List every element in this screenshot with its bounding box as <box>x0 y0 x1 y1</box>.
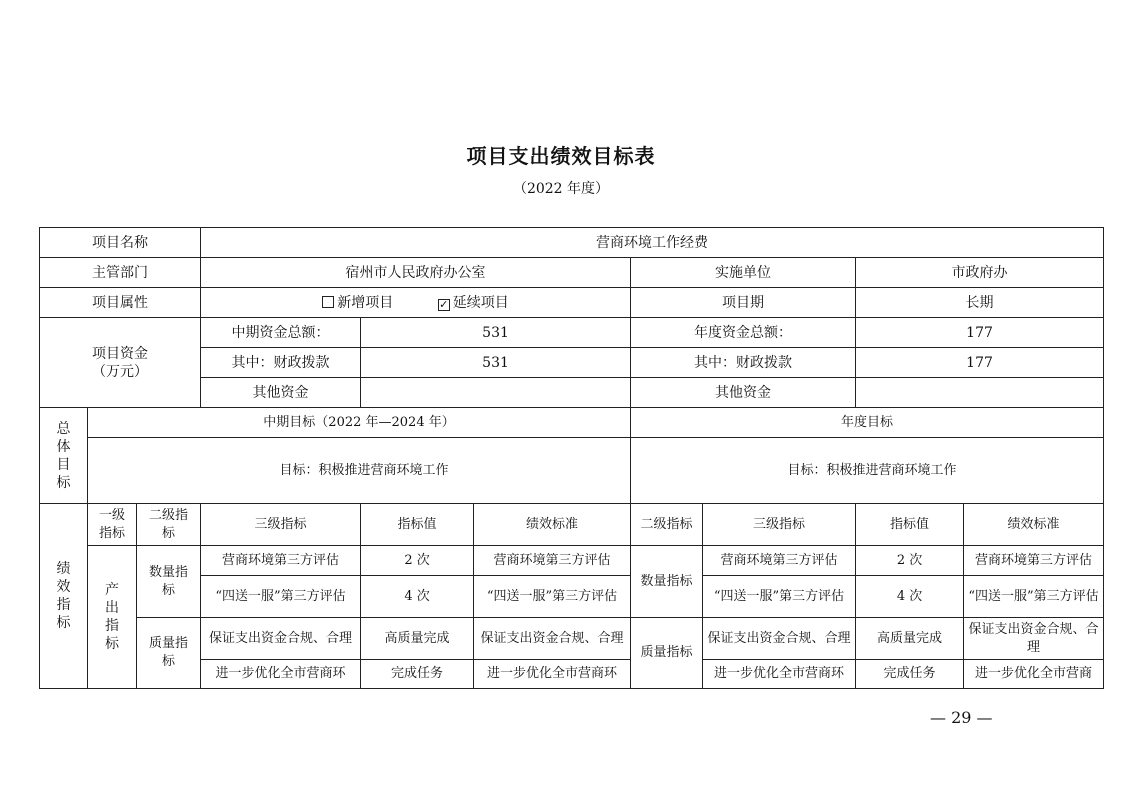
project-name-value: 营商环境工作经费 <box>201 228 1104 258</box>
qty-indicator-label: 数量指标 <box>137 546 201 618</box>
year-fiscal-value: 177 <box>856 348 1104 378</box>
header-value-right: 指标值 <box>856 504 964 546</box>
table-row-value: 高质量完成 <box>361 618 474 660</box>
table-row-value-right: 4 次 <box>856 576 964 618</box>
table-row-l3: 保证支出资金合规、合理 <box>201 618 361 660</box>
year-total-value: 177 <box>856 318 1104 348</box>
table-row-standard: 保证支出资金合规、合理 <box>474 618 631 660</box>
attr-label: 项目属性 <box>40 288 201 318</box>
attr-option-continued: ✓ 延续项目 <box>439 294 509 311</box>
header-lv3-right: 三级指标 <box>703 504 856 546</box>
qual-indicator-label: 质量指标 <box>137 618 201 689</box>
mid-other-value <box>361 378 631 408</box>
header-value: 指标值 <box>361 504 474 546</box>
period-label: 项目期 <box>631 288 856 318</box>
output-indicator-label: 产 出 指 标 <box>88 546 137 689</box>
table-row-l3: 进一步优化全市营商环 <box>201 660 361 689</box>
table-row-standard-right: “四送一服”第三方评估 <box>964 576 1104 618</box>
qual-indicator-label-right: 质量指标 <box>631 618 703 689</box>
period-value: 长期 <box>856 288 1104 318</box>
table-row-standard: 进一步优化全市营商环 <box>474 660 631 689</box>
funds-label: 项目资金 （万元） <box>40 318 201 408</box>
year-goal-text: 目标：积极推进营商环境工作 <box>631 438 1104 504</box>
table-row-l3: 营商环境第三方评估 <box>201 546 361 576</box>
table-row-l3-right: 进一步优化全市营商环 <box>703 660 856 689</box>
header-lv2-right: 二级指标 <box>631 504 703 546</box>
qty-indicator-label-right: 数量指标 <box>631 546 703 618</box>
table-row-standard: 营商环境第三方评估 <box>474 546 631 576</box>
year-other-value <box>856 378 1104 408</box>
table-row-l3-right: 营商环境第三方评估 <box>703 546 856 576</box>
mid-fiscal-label: 其中：财政拨款 <box>201 348 361 378</box>
year-total-label: 年度资金总额： <box>631 318 856 348</box>
impl-value: 市政府办 <box>856 258 1104 288</box>
performance-table <box>39 227 1104 689</box>
project-name-label: 项目名称 <box>40 228 201 258</box>
table-row-value-right: 2 次 <box>856 546 964 576</box>
mid-other-label: 其他资金 <box>201 378 361 408</box>
impl-label: 实施单位 <box>631 258 856 288</box>
attr-options <box>201 288 631 318</box>
year-other-label: 其他资金 <box>631 378 856 408</box>
table-row-value: 2 次 <box>361 546 474 576</box>
dept-label: 主管部门 <box>40 258 201 288</box>
perf-indicator-label: 绩 效 指 标 <box>40 504 88 689</box>
table-row-value-right: 高质量完成 <box>856 618 964 660</box>
header-standard-right: 绩效标准 <box>964 504 1104 546</box>
page-subtitle: （2022 年度） <box>512 181 610 197</box>
table-row-standard-right: 营商环境第三方评估 <box>964 546 1104 576</box>
table-row-value: 4 次 <box>361 576 474 618</box>
mid-total-label: 中期资金总额： <box>201 318 361 348</box>
year-fiscal-label: 其中：财政拨款 <box>631 348 856 378</box>
page-title: 项目支出绩效目标表 <box>466 144 656 168</box>
mid-goal-text: 目标：积极推进营商环境工作 <box>88 438 631 504</box>
header-lv3: 三级指标 <box>201 504 361 546</box>
unchecked-box-icon <box>322 296 334 308</box>
attr-option-new: 新增项目 <box>322 295 393 311</box>
mid-fiscal-value: 531 <box>361 348 631 378</box>
table-row-value: 完成任务 <box>361 660 474 689</box>
table-row-standard-right: 保证支出资金合规、合理 <box>964 618 1104 660</box>
checked-box-icon: ✓ <box>439 297 449 311</box>
table-row-standard-right: 进一步优化全市营商 <box>964 660 1104 689</box>
table-row-standard: “四送一服”第三方评估 <box>474 576 631 618</box>
header-lv2: 二级指标 <box>137 504 201 546</box>
header-standard: 绩效标准 <box>474 504 631 546</box>
page-number: — 29 — <box>930 708 993 727</box>
table-row-l3: “四送一服”第三方评估 <box>201 576 361 618</box>
dept-value: 宿州市人民政府办公室 <box>201 258 631 288</box>
table-row-l3-right: 保证支出资金合规、合理 <box>703 618 856 660</box>
overall-goal-label: 总 体 目 标 <box>40 408 88 504</box>
table-row-l3-right: “四送一服”第三方评估 <box>703 576 856 618</box>
mid-total-value: 531 <box>361 318 631 348</box>
year-goal-header: 年度目标 <box>631 408 1104 438</box>
table-row-value-right: 完成任务 <box>856 660 964 689</box>
mid-goal-header: 中期目标（2022 年—2024 年） <box>88 408 631 438</box>
header-lv1: 一级指标 <box>88 504 137 546</box>
